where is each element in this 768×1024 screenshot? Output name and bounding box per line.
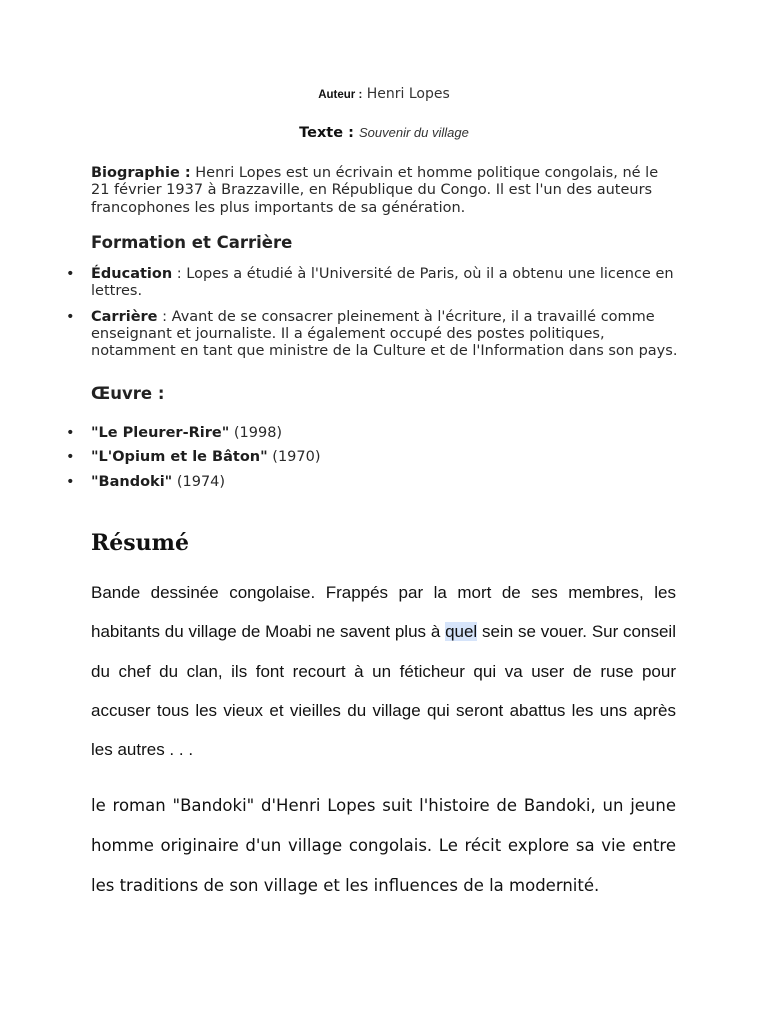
text-label: Texte : [299, 125, 354, 141]
biography-text: Henri Lopes est un écrivain et homme politique congolais, né le 21 février 1937 à Brazzaville, en République du Congo. Il est l'un des auteurs francophones les plus importants de sa génération. [91, 165, 659, 216]
biography-label: Biographie : [91, 165, 191, 181]
works-list [91, 425, 681, 498]
career-label: Carrière [91, 308, 158, 325]
roman-paragraph: le roman "Bandoki" d'Henri Lopes suit l'histoire de Bandoki, un jeune homme originaire d'un village congolais. Le récit explore sa vie entre les traditions de son village et les influences de la modernité. [91, 796, 676, 895]
author-label: Auteur : [318, 89, 363, 101]
work-year: (1970) [267, 449, 321, 466]
resume-paragraph [91, 573, 676, 769]
biography-paragraph [91, 165, 681, 217]
work-year: (1974) [172, 473, 226, 490]
resume-text-end: sein se vouer. Sur conseil du chef du clan, ils font recourt à un féticheur qui va user de ruse pour accuser tous les vieux et vieilles du village qui seront abattus les uns après les autres . . . [91, 622, 676, 760]
author-line [0, 86, 768, 102]
text-title-line [0, 122, 768, 141]
work-title: "L'Opium et le Bâton" [91, 449, 268, 466]
list-item [91, 309, 681, 361]
list-item [91, 425, 681, 449]
education-label: Éducation [91, 266, 173, 282]
list-item [91, 474, 681, 498]
career-text: : Avant de se consacrer pleinement à l'écriture, il a travaillé comme enseignant et journaliste. Il a également occupé des postes politiques, notamment en tant que ministre de la Culture et de l'Information dans son pays. [91, 308, 678, 360]
list-item [91, 449, 681, 473]
text-value: Souvenir du village [359, 125, 469, 140]
work-year: (1998) [229, 425, 283, 441]
highlighted-word[interactable]: quel [445, 622, 478, 642]
education-text: : Lopes a étudié à l'Université de Paris, où il a obtenu une licence en lettres. [91, 266, 674, 300]
oeuvre-heading: Œuvre : [91, 384, 165, 403]
author-value: Henri Lopes [366, 86, 450, 102]
list-item [91, 266, 681, 301]
work-title: "Le Pleurer-Rire" [91, 425, 230, 441]
resume-text-start: Bande dessinée congolaise. Frappés par la mort de ses membres, les habitants du village de Moabi ne savent plus à [91, 583, 676, 642]
work-title: "Bandoki" [91, 473, 173, 490]
formation-heading: Formation et Carrière [91, 233, 293, 252]
resume-heading: Résumé [91, 530, 189, 556]
formation-list [91, 266, 681, 360]
